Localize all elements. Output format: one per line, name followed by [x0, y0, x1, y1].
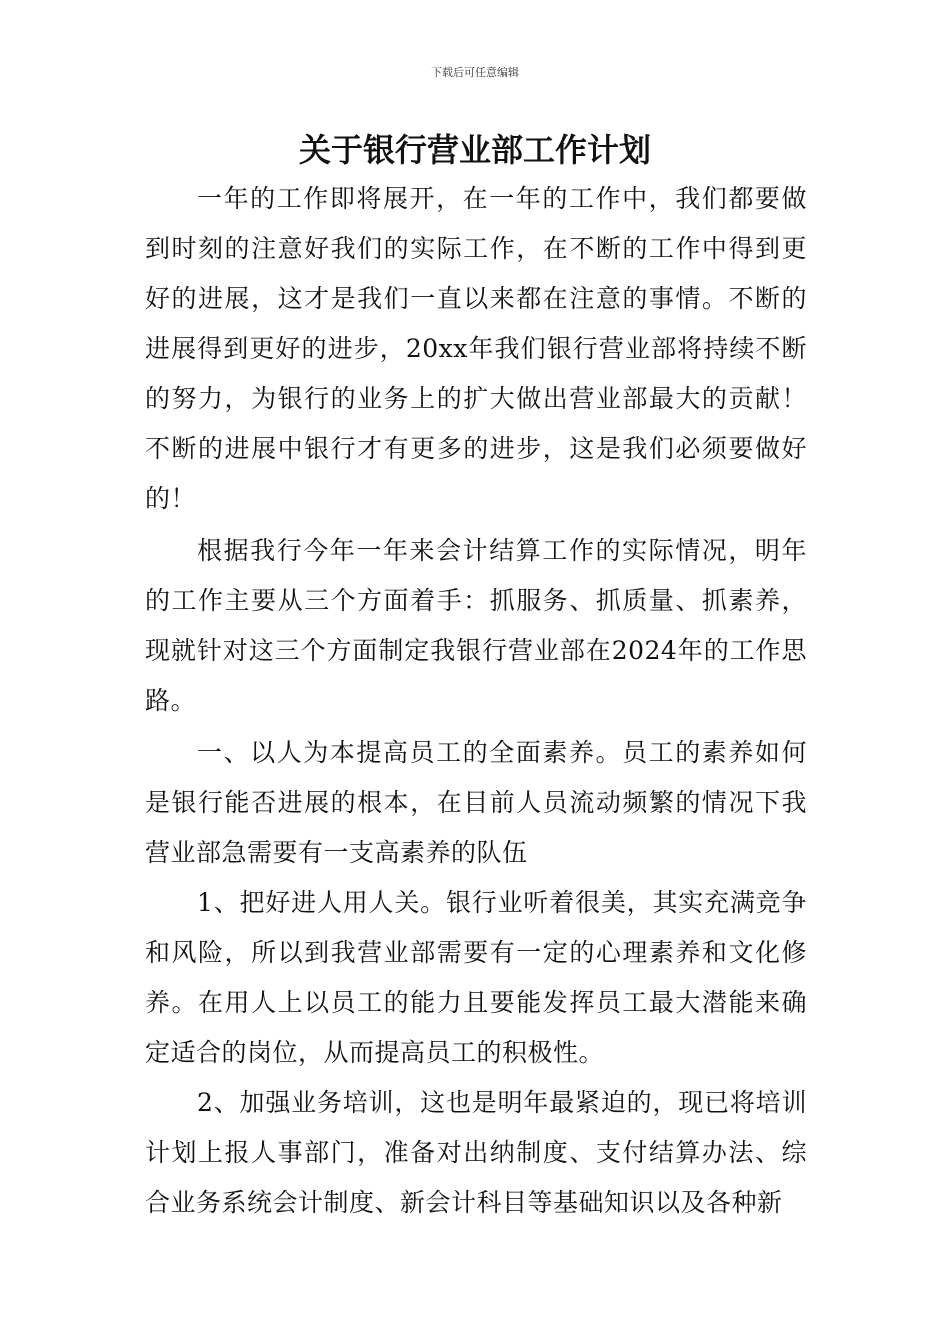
document-title: 关于银行营业部工作计划: [298, 131, 651, 169]
paragraph-overview: 根据我行今年一年来会计结算工作的实际情况，明年的工作主要从三个方面着手：抓服务、抓质量、抓素养，现就针对这三个方面制定我银行营业部在2024年的工作思路。: [145, 536, 807, 715]
paragraph-item-two: 2、加强业务培训，这也是明年最紧迫的，现已将培训计划上报人事部门，准备对出纳制度、支付结算办法、综合业务系统会计制度、新会计科目等基础知识以及各种新: [145, 1088, 807, 1217]
header-note: 下载后可任意编辑: [431, 66, 519, 79]
paragraph-item-one: 1、把好进人用人关。银行业听着很美，其实充满竞争和风险，所以到我营业部需要有一定的心理素养和文化修养。在用人上以员工的能力且要能发挥员工最大潜能来确定适合的岗位，从而提高员工的积极性。: [145, 888, 807, 1067]
paragraph-section-one: 一、以人为本提高员工的全面素养。员工的素养如何是银行能否进展的根本，在目前人员流动频繁的情况下我营业部急需要有一支高素养的队伍: [145, 738, 807, 867]
paragraph-intro: 一年的工作即将展开，在一年的工作中，我们都要做到时刻的注意好我们的实际工作，在不断的工作中得到更好的进展，这才是我们一直以来都在注意的事情。不断的进展得到更好的进步，20xx年我们银行营业部将持续不断的努力，为银行的业务上的扩大做出营业部最大的贡献！不断的进展中银行才有更多的进步，这是我们必须要做好的！: [145, 184, 807, 513]
document-body: [145, 174, 807, 1228]
